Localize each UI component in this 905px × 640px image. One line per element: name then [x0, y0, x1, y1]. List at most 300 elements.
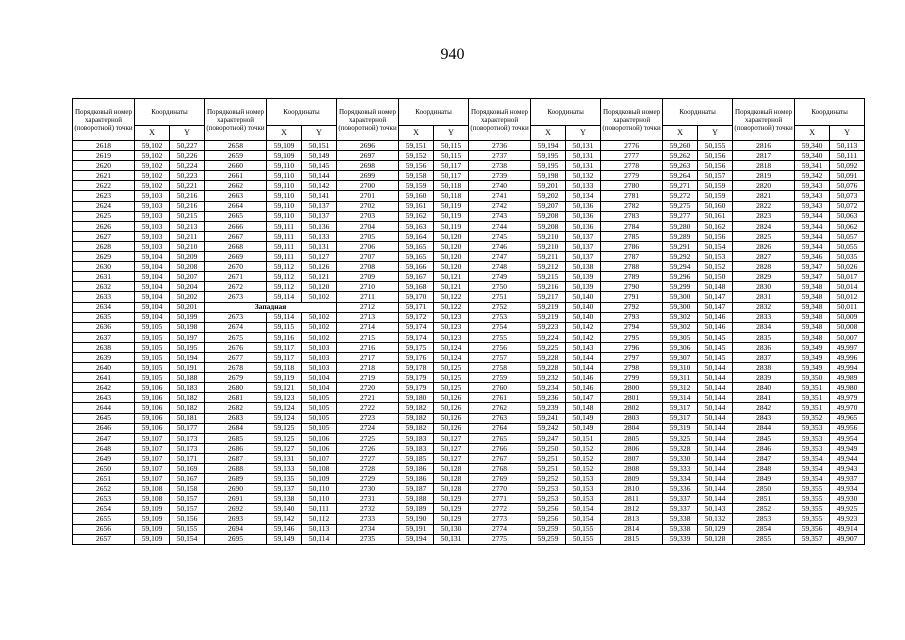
y-cell: 50,129: [434, 504, 469, 514]
point-number-cell: 2827: [733, 252, 795, 262]
y-cell: 50,129: [434, 514, 469, 524]
y-cell: 50,128: [434, 484, 469, 494]
point-number-cell: 2735: [337, 534, 399, 544]
x-cell: 59,300: [663, 292, 698, 302]
y-cell: 50,073: [830, 191, 865, 201]
point-number-cell: 2722: [337, 403, 399, 413]
point-number-cell: 2809: [601, 474, 663, 484]
point-number-cell: 2671: [205, 272, 267, 282]
point-number-cell: 2814: [601, 524, 663, 534]
point-number-cell: 2740: [469, 181, 531, 191]
x-cell: 59,253: [531, 484, 566, 494]
x-cell: 59,137: [267, 484, 302, 494]
point-number-cell: 2709: [337, 272, 399, 282]
x-cell: 59,217: [531, 292, 566, 302]
y-cell: 50,129: [434, 494, 469, 504]
x-cell: 59,125: [267, 423, 302, 433]
y-cell: 50,199: [170, 312, 205, 322]
y-cell: 50,146: [698, 312, 733, 322]
point-number-cell: 2640: [73, 363, 135, 373]
point-number-cell: 2641: [73, 373, 135, 383]
point-number-cell: 2618: [73, 141, 135, 151]
y-cell: 50,151: [302, 141, 337, 151]
y-cell: 50,144: [698, 363, 733, 373]
point-number-cell: 2750: [469, 282, 531, 292]
y-cell: 50,149: [566, 413, 601, 423]
x-cell: 59,211: [531, 252, 566, 262]
x-cell: 59,104: [135, 292, 170, 302]
x-cell: 59,280: [663, 221, 698, 231]
y-cell: 50,201: [170, 302, 205, 312]
y-cell: 50,188: [170, 373, 205, 383]
point-number-header: Порядковый номер характерной (поворотной) точки: [601, 99, 663, 141]
x-cell: 59,242: [531, 423, 566, 433]
x-cell: 59,116: [267, 332, 302, 342]
point-number-cell: 2670: [205, 262, 267, 272]
point-number-cell: 2627: [73, 231, 135, 241]
y-cell: 50,134: [566, 191, 601, 201]
point-number-cell: 2825: [733, 231, 795, 241]
y-cell: 50,127: [434, 443, 469, 453]
x-cell: 59,146: [267, 524, 302, 534]
point-number-cell: 2848: [733, 464, 795, 474]
point-number-cell: 2737: [469, 151, 531, 161]
x-cell: 59,354: [795, 464, 830, 474]
point-number-cell: 2704: [337, 221, 399, 231]
point-number-cell: 2835: [733, 332, 795, 342]
y-cell: 50,181: [170, 413, 205, 423]
x-cell: 59,102: [135, 161, 170, 171]
y-header: Y: [698, 126, 733, 141]
x-cell: 59,330: [663, 453, 698, 463]
x-cell: 59,312: [663, 383, 698, 393]
point-number-cell: 2785: [601, 231, 663, 241]
point-number-cell: 2847: [733, 453, 795, 463]
y-cell: 50,144: [698, 433, 733, 443]
y-header: Y: [302, 126, 337, 141]
y-cell: 50,140: [566, 302, 601, 312]
table-row: [73, 272, 865, 282]
y-cell: 50,142: [566, 322, 601, 332]
y-cell: 50,113: [830, 141, 865, 151]
y-cell: 50,120: [434, 252, 469, 262]
point-number-cell: 2661: [205, 171, 267, 181]
x-cell: 59,338: [663, 514, 698, 524]
point-number-cell: 2658: [205, 141, 267, 151]
y-cell: 50,157: [698, 171, 733, 181]
point-number-cell: 2764: [469, 423, 531, 433]
y-cell: 50,128: [434, 464, 469, 474]
y-cell: 50,124: [434, 352, 469, 362]
point-number-cell: 2794: [601, 322, 663, 332]
point-number-cell: 2793: [601, 312, 663, 322]
table-row: [73, 151, 865, 161]
point-number-cell: 2851: [733, 494, 795, 504]
point-number-cell: 2679: [205, 373, 267, 383]
x-cell: 59,115: [267, 322, 302, 332]
x-cell: 59,349: [795, 352, 830, 362]
x-cell: 59,162: [399, 211, 434, 221]
x-cell: 59,104: [135, 302, 170, 312]
y-cell: 50,183: [170, 383, 205, 393]
y-cell: 50,160: [698, 201, 733, 211]
x-cell: 59,186: [399, 474, 434, 484]
y-cell: 50,136: [566, 221, 601, 231]
point-number-cell: 2751: [469, 292, 531, 302]
table-row: [73, 363, 865, 373]
point-number-cell: 2649: [73, 453, 135, 463]
table-row: [73, 494, 865, 504]
point-number-cell: 2772: [469, 504, 531, 514]
y-cell: 50,136: [566, 211, 601, 221]
x-cell: 59,259: [531, 534, 566, 544]
x-cell: 59,343: [795, 201, 830, 211]
x-cell: 59,210: [531, 241, 566, 251]
x-cell: 59,124: [267, 413, 302, 423]
x-cell: 59,102: [135, 181, 170, 191]
x-cell: 59,259: [531, 524, 566, 534]
point-number-cell: 2675: [205, 332, 267, 342]
x-cell: 59,110: [267, 211, 302, 221]
y-cell: 50,126: [434, 403, 469, 413]
y-cell: 50,131: [566, 161, 601, 171]
x-cell: 59,342: [795, 171, 830, 181]
point-number-cell: 2846: [733, 443, 795, 453]
point-number-cell: 2703: [337, 211, 399, 221]
y-cell: 50,120: [434, 231, 469, 241]
x-cell: 59,133: [267, 464, 302, 474]
x-cell: 59,180: [399, 393, 434, 403]
y-cell: 50,118: [434, 191, 469, 201]
point-number-cell: 2828: [733, 262, 795, 272]
x-cell: 59,347: [795, 272, 830, 282]
x-cell: 59,349: [795, 363, 830, 373]
y-cell: 50,146: [698, 322, 733, 332]
point-number-cell: 2720: [337, 383, 399, 393]
x-cell: 59,190: [399, 514, 434, 524]
point-number-cell: 2778: [601, 161, 663, 171]
point-number-cell: 2669: [205, 252, 267, 262]
point-number-cell: 2686: [205, 443, 267, 453]
section-label: Западная: [205, 302, 337, 312]
point-number-cell: 2765: [469, 433, 531, 443]
y-cell: 50,144: [698, 484, 733, 494]
y-cell: 50,156: [698, 231, 733, 241]
point-number-cell: 2781: [601, 191, 663, 201]
x-cell: 59,223: [531, 322, 566, 332]
x-cell: 59,112: [267, 282, 302, 292]
x-cell: 59,108: [135, 484, 170, 494]
point-number-cell: 2726: [337, 443, 399, 453]
y-cell: 50,106: [302, 433, 337, 443]
point-number-cell: 2621: [73, 171, 135, 181]
point-number-cell: 2684: [205, 423, 267, 433]
point-number-cell: 2776: [601, 141, 663, 151]
y-cell: 50,154: [566, 504, 601, 514]
point-number-cell: 2803: [601, 413, 663, 423]
y-cell: 50,137: [566, 252, 601, 262]
y-cell: 50,223: [170, 171, 205, 181]
y-cell: 50,121: [302, 272, 337, 282]
table-row: [73, 282, 865, 292]
x-cell: 59,202: [531, 191, 566, 201]
point-number-cell: 2716: [337, 342, 399, 352]
point-number-cell: 2678: [205, 363, 267, 373]
x-cell: 59,110: [267, 201, 302, 211]
point-number-cell: 2632: [73, 282, 135, 292]
y-cell: 50,144: [698, 494, 733, 504]
table-row: [73, 504, 865, 514]
y-cell: 50,126: [434, 393, 469, 403]
x-cell: 59,353: [795, 423, 830, 433]
point-number-cell: 2819: [733, 171, 795, 181]
y-cell: 50,127: [434, 453, 469, 463]
y-cell: 50,142: [302, 181, 337, 191]
table-row: [73, 171, 865, 181]
x-cell: 59,178: [399, 363, 434, 373]
point-number-cell: 2727: [337, 453, 399, 463]
x-header: X: [267, 126, 302, 141]
y-cell: 50,169: [170, 464, 205, 474]
y-cell: 50,152: [698, 262, 733, 272]
x-cell: 59,348: [795, 332, 830, 342]
point-number-cell: 2806: [601, 443, 663, 453]
x-cell: 59,156: [399, 161, 434, 171]
x-cell: 59,107: [135, 464, 170, 474]
x-cell: 59,123: [267, 393, 302, 403]
x-cell: 59,272: [663, 191, 698, 201]
point-number-cell: 2818: [733, 161, 795, 171]
x-cell: 59,291: [663, 241, 698, 251]
point-number-cell: 2676: [205, 342, 267, 352]
point-number-cell: 2769: [469, 474, 531, 484]
table-row: [73, 181, 865, 191]
x-cell: 59,228: [531, 363, 566, 373]
y-cell: 50,125: [434, 383, 469, 393]
y-cell: 50,161: [698, 211, 733, 221]
point-number-cell: 2760: [469, 383, 531, 393]
y-cell: 50,144: [698, 464, 733, 474]
point-number-cell: 2680: [205, 383, 267, 393]
point-number-cell: 2786: [601, 241, 663, 251]
y-cell: 50,143: [566, 342, 601, 352]
x-cell: 59,167: [399, 272, 434, 282]
x-cell: 59,165: [399, 241, 434, 251]
x-cell: 59,340: [795, 141, 830, 151]
y-cell: 49,989: [830, 373, 865, 383]
x-cell: 59,348: [795, 282, 830, 292]
x-cell: 59,159: [399, 181, 434, 191]
point-number-cell: 2674: [205, 322, 267, 332]
y-cell: 50,144: [698, 393, 733, 403]
y-cell: 50,115: [434, 151, 469, 161]
point-number-cell: 2773: [469, 514, 531, 524]
x-cell: 59,107: [135, 453, 170, 463]
x-cell: 59,105: [135, 363, 170, 373]
coordinates-header: Координаты: [531, 99, 601, 126]
point-number-cell: 2664: [205, 201, 267, 211]
y-cell: 50,112: [302, 514, 337, 524]
point-number-cell: 2651: [73, 474, 135, 484]
point-number-cell: 2843: [733, 413, 795, 423]
table-row: [73, 484, 865, 494]
x-cell: 59,349: [795, 342, 830, 352]
x-cell: 59,182: [399, 423, 434, 433]
point-number-cell: 2642: [73, 383, 135, 393]
point-number-cell: 2656: [73, 524, 135, 534]
y-cell: 50,216: [170, 191, 205, 201]
point-number-cell: 2762: [469, 403, 531, 413]
table-row: [73, 534, 865, 544]
y-cell: 50,128: [698, 534, 733, 544]
point-number-cell: 2738: [469, 161, 531, 171]
x-cell: 59,166: [399, 262, 434, 272]
x-cell: 59,170: [399, 292, 434, 302]
point-number-cell: 2623: [73, 191, 135, 201]
point-number-cell: 2685: [205, 433, 267, 443]
x-cell: 59,353: [795, 433, 830, 443]
x-cell: 59,271: [663, 181, 698, 191]
point-number-cell: 2657: [73, 534, 135, 544]
y-cell: 50,102: [302, 322, 337, 332]
x-cell: 59,105: [135, 332, 170, 342]
point-number-cell: 2620: [73, 161, 135, 171]
x-cell: 59,357: [795, 534, 830, 544]
x-cell: 59,195: [531, 161, 566, 171]
x-cell: 59,354: [795, 474, 830, 484]
coordinates-table: [72, 98, 865, 545]
x-cell: 59,344: [795, 211, 830, 221]
point-number-cell: 2719: [337, 373, 399, 383]
x-cell: 59,110: [267, 181, 302, 191]
point-number-cell: 2705: [337, 231, 399, 241]
x-cell: 59,107: [135, 474, 170, 484]
x-cell: 59,140: [267, 504, 302, 514]
y-cell: 49,970: [830, 403, 865, 413]
point-number-cell: 2721: [337, 393, 399, 403]
y-cell: 49,943: [830, 464, 865, 474]
point-number-cell: 2706: [337, 241, 399, 251]
x-cell: 59,110: [267, 171, 302, 181]
y-cell: 49,980: [830, 383, 865, 393]
point-number-cell: 2699: [337, 171, 399, 181]
point-number-cell: 2813: [601, 514, 663, 524]
x-cell: 59,292: [663, 252, 698, 262]
point-number-cell: 2787: [601, 252, 663, 262]
y-cell: 50,153: [566, 484, 601, 494]
x-cell: 59,109: [135, 524, 170, 534]
y-cell: 50,177: [170, 423, 205, 433]
point-number-cell: 2768: [469, 464, 531, 474]
y-cell: 50,153: [566, 474, 601, 484]
x-cell: 59,191: [399, 524, 434, 534]
point-number-cell: 2665: [205, 211, 267, 221]
point-number-cell: 2804: [601, 423, 663, 433]
table-row: [73, 231, 865, 241]
x-cell: 59,339: [663, 534, 698, 544]
x-cell: 59,317: [663, 403, 698, 413]
point-number-cell: 2663: [205, 191, 267, 201]
x-cell: 59,252: [531, 474, 566, 484]
x-cell: 59,260: [663, 141, 698, 151]
x-cell: 59,310: [663, 363, 698, 373]
x-cell: 59,348: [795, 322, 830, 332]
point-number-cell: 2668: [205, 241, 267, 251]
table-row: [73, 464, 865, 474]
y-cell: 50,149: [566, 423, 601, 433]
point-number-cell: 2694: [205, 524, 267, 534]
page-number: 940: [440, 46, 465, 63]
x-cell: 59,343: [795, 191, 830, 201]
x-header: X: [795, 126, 830, 141]
point-number-cell: 2653: [73, 494, 135, 504]
point-number-cell: 2696: [337, 141, 399, 151]
x-cell: 59,109: [135, 504, 170, 514]
y-cell: 50,126: [434, 423, 469, 433]
y-cell: 50,011: [830, 302, 865, 312]
y-cell: 50,105: [302, 413, 337, 423]
x-cell: 59,127: [267, 443, 302, 453]
point-number-cell: 2756: [469, 342, 531, 352]
x-cell: 59,163: [399, 221, 434, 231]
x-cell: 59,311: [663, 373, 698, 383]
point-number-cell: 2746: [469, 241, 531, 251]
point-number-cell: 2758: [469, 363, 531, 373]
y-cell: 50,144: [698, 474, 733, 484]
point-number-cell: 2697: [337, 151, 399, 161]
x-cell: 59,234: [531, 383, 566, 393]
x-cell: 59,187: [399, 484, 434, 494]
x-cell: 59,351: [795, 393, 830, 403]
x-cell: 59,251: [531, 453, 566, 463]
y-cell: 50,123: [434, 322, 469, 332]
x-cell: 59,172: [399, 312, 434, 322]
point-number-cell: 2850: [733, 484, 795, 494]
table-row: [73, 352, 865, 362]
x-cell: 59,149: [267, 534, 302, 544]
point-number-cell: 2695: [205, 534, 267, 544]
point-number-cell: 2745: [469, 231, 531, 241]
point-number-cell: 2752: [469, 302, 531, 312]
point-number-cell: 2643: [73, 393, 135, 403]
y-cell: 50,117: [434, 171, 469, 181]
point-number-cell: 2626: [73, 221, 135, 231]
y-cell: 50,152: [566, 464, 601, 474]
x-cell: 59,124: [267, 403, 302, 413]
point-number-cell: 2831: [733, 292, 795, 302]
table-row: [73, 302, 865, 312]
point-number-header: Порядковый номер характерной (поворотной) точки: [337, 99, 399, 141]
point-number-cell: 2730: [337, 484, 399, 494]
x-cell: 59,104: [135, 272, 170, 282]
y-cell: 50,162: [698, 221, 733, 231]
point-number-cell: 2754: [469, 322, 531, 332]
table-row: [73, 413, 865, 423]
x-cell: 59,317: [663, 413, 698, 423]
y-cell: 50,144: [698, 373, 733, 383]
x-cell: 59,353: [795, 443, 830, 453]
y-cell: 50,226: [170, 151, 205, 161]
point-number-cell: 2713: [337, 312, 399, 322]
x-cell: 59,212: [531, 262, 566, 272]
point-number-cell: 2833: [733, 312, 795, 322]
x-cell: 59,183: [399, 443, 434, 453]
x-cell: 59,250: [531, 443, 566, 453]
point-number-cell: 2733: [337, 514, 399, 524]
x-cell: 59,306: [663, 342, 698, 352]
point-number-cell: 2796: [601, 342, 663, 352]
x-cell: 59,289: [663, 231, 698, 241]
